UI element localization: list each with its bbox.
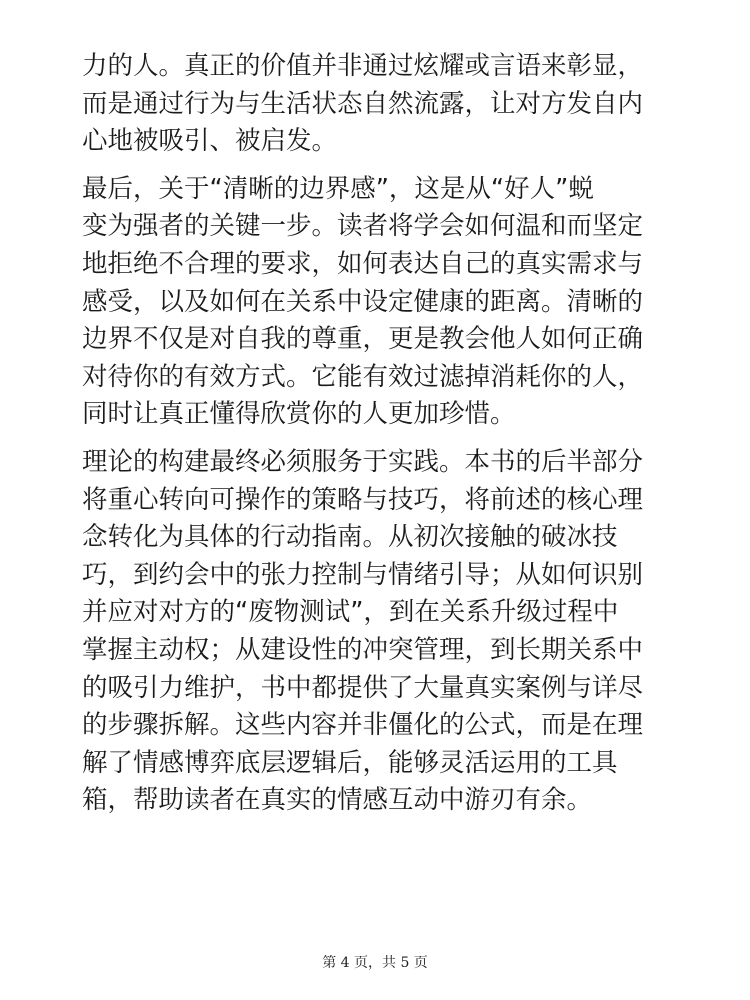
text-line: 并应对对方的“废物测试”，到在关系升级过程中: [82, 597, 619, 628]
text-line: 最后，关于“清晰的边界感”，这是从“好人”蜕: [82, 173, 594, 204]
text-line: 将重心转向可操作的策略与技巧，将前述的核心理: [82, 484, 644, 515]
paragraph-3: [82, 444, 682, 820]
text-line: 的吸引力维护，书中都提供了大量真实案例与详尽: [82, 672, 644, 703]
text-line: 巧，到约会中的张力控制与情绪引导；从如何识别: [82, 559, 644, 590]
text-line: 的步骤拆解。这些内容并非僵化的公式，而是在理: [82, 710, 644, 741]
text-line: 解了情感博弈底层逻辑后，能够灵活运用的工具: [82, 747, 618, 778]
text-line: 边界不仅是对自我的尊重，更是教会他人如何正确: [82, 324, 644, 355]
paragraph-1: [82, 48, 682, 161]
text-line: 心地被吸引、被启发。: [82, 126, 338, 157]
text-line: 同时让真正懂得欣赏你的人更加珍惜。: [82, 399, 516, 430]
paragraph-2: [82, 171, 682, 434]
text-line: 对待你的有效方式。它能有效过滤掉消耗你的人，: [82, 361, 644, 392]
text-line: 感受，以及如何在关系中设定健康的距离。清晰的: [82, 286, 644, 317]
text-line: 而是通过行为与生活状态自然流露，让对方发自内: [82, 88, 644, 119]
text-line: 地拒绝不合理的要求，如何表达自己的真实需求与: [82, 248, 644, 279]
text-line: 念转化为具体的行动指南。从初次接触的破冰技: [82, 522, 618, 553]
text-line: 掌握主动权；从建设性的冲突管理，到长期关系中: [82, 634, 644, 665]
text-line: 理论的构建最终必须服务于实践。本书的后半部分: [82, 446, 644, 477]
page-number-footer: 第 4 页，共 5 页: [322, 955, 428, 971]
body-text: [82, 48, 682, 830]
text-line: 箱，帮助读者在真实的情感互动中游刃有余。: [82, 785, 593, 816]
text-line: 变为强者的关键一步。读者将学会如何温和而坚定: [82, 211, 644, 242]
text-line: 力的人。真正的价值并非通过炫耀或言语来彰显，: [82, 51, 644, 81]
